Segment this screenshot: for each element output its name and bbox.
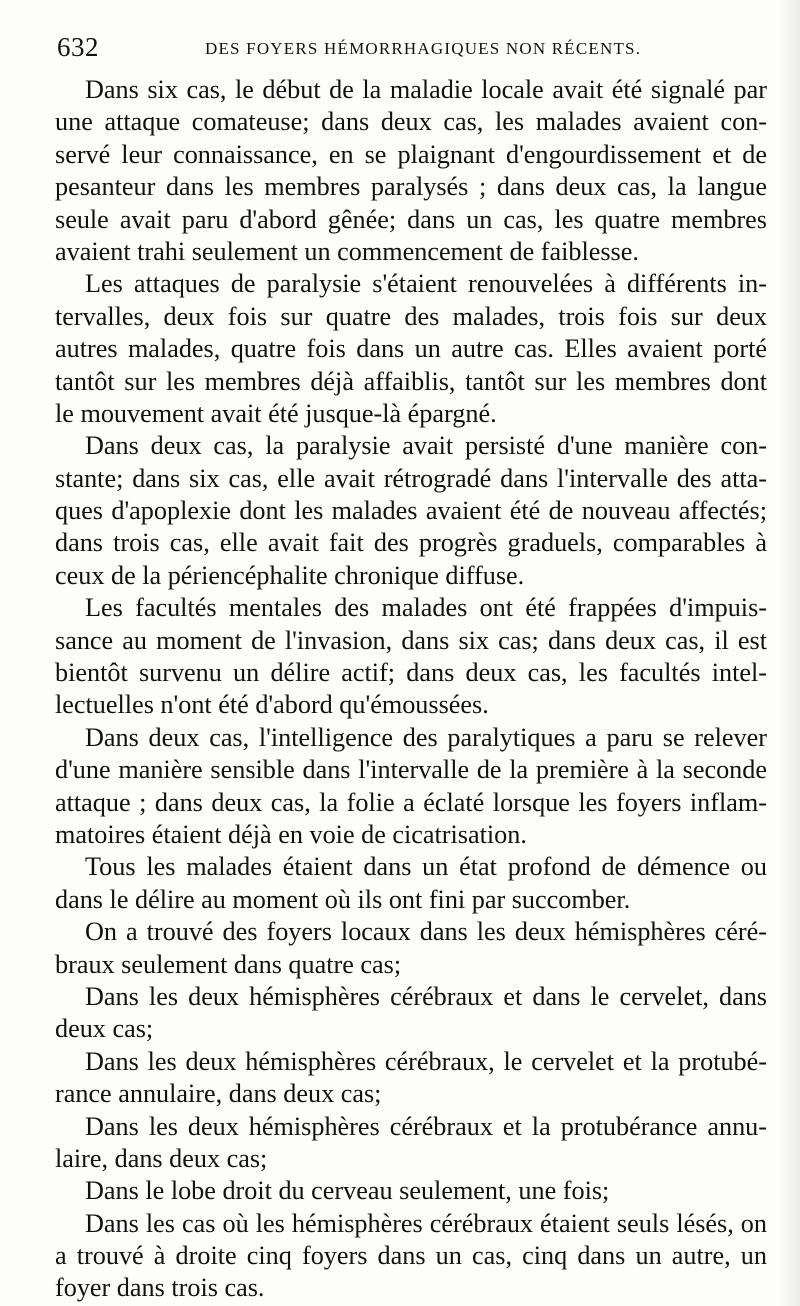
text-line: une attaque comateuse; dans deux cas, les malades avaient con- bbox=[55, 107, 767, 137]
text-line: Dans les cas où les hémisphères cérébraux étaient seuls lésés, on bbox=[85, 1208, 767, 1238]
text-line: dans trois cas, elle avait fait des progrès graduels, comparables à bbox=[55, 528, 767, 558]
text-line: Dans les deux hémisphères cérébraux et dans le cervelet, dans bbox=[85, 981, 767, 1011]
text-line: ques d'apoplexie dont les malades avaient été de nouveau affectés; bbox=[55, 496, 767, 526]
paragraph bbox=[55, 851, 767, 916]
text-line: avaient trahi seulement un commencement de faiblesse. bbox=[55, 236, 639, 266]
text-line: ceux de la périencéphalite chronique diffuse. bbox=[55, 560, 525, 590]
text-line: Dans les deux hémisphères cérébraux, le cervelet et la protubé- bbox=[85, 1046, 767, 1076]
paragraph bbox=[55, 74, 767, 268]
paragraph bbox=[55, 1111, 767, 1176]
text-line: a trouvé à droite cinq foyers dans un cas, cinq dans un autre, un bbox=[55, 1241, 767, 1271]
paragraph bbox=[55, 430, 767, 592]
text-line: stante; dans six cas, elle avait rétrogradé dans l'intervalle des atta- bbox=[55, 463, 767, 493]
page-header bbox=[57, 30, 757, 64]
text-line: braux seulement dans quatre cas; bbox=[55, 949, 402, 979]
text-line: laire, dans deux cas; bbox=[55, 1143, 268, 1173]
text-line: servé leur connaissance, en se plaignant d'engourdissement et de bbox=[55, 139, 767, 169]
text-line: lectuelles n'ont été d'abord qu'émoussées. bbox=[55, 690, 489, 720]
text-line: autres malades, quatre fois dans un autre cas. Elles avaient porté bbox=[55, 334, 767, 364]
running-head: DES FOYERS HÉMORRHAGIQUES NON RÉCENTS. bbox=[205, 39, 642, 58]
text-line: tervalles, deux fois sur quatre des malades, trois fois sur deux bbox=[55, 301, 767, 331]
text-line: On a trouvé des foyers locaux dans les deux hémisphères céré- bbox=[85, 917, 767, 947]
text-line: Dans six cas, le début de la maladie locale avait été signalé par bbox=[85, 75, 767, 104]
text-line: Les attaques de paralysie s'étaient renouvelées à différents in- bbox=[85, 269, 767, 299]
text-line: le mouvement avait été jusque-là épargné. bbox=[55, 398, 497, 428]
text-line: dans le délire au moment où ils ont fini par succomber. bbox=[55, 884, 631, 914]
text-line: matoires étaient déjà en voie de cicatrisation. bbox=[55, 819, 527, 849]
body-text bbox=[55, 74, 767, 1305]
paragraph bbox=[55, 1208, 767, 1305]
text-line: Dans les deux hémisphères cérébraux et la protubérance annu- bbox=[85, 1111, 767, 1141]
text-line: Tous les malades étaient dans un état profond de démence ou bbox=[85, 852, 767, 882]
paragraph bbox=[55, 981, 767, 1046]
text-line: tantôt sur les membres déjà affaiblis, tantôt sur les membres dont bbox=[55, 366, 767, 396]
text-line: d'une manière sensible dans l'intervalle de la première à la seconde bbox=[55, 755, 767, 785]
page-number: 632 bbox=[57, 32, 99, 62]
text-line: rance annulaire, dans deux cas; bbox=[55, 1079, 382, 1109]
text-line: Dans deux cas, l'intelligence des paralytiques a paru se relever bbox=[85, 722, 767, 752]
text-line: sance au moment de l'invasion, dans six cas; dans deux cas, il est bbox=[55, 625, 767, 655]
page-edge-shadow bbox=[778, 0, 800, 1306]
paragraph bbox=[55, 722, 767, 852]
text-line: Dans le lobe droit du cerveau seulement, une fois; bbox=[85, 1176, 610, 1206]
text-line: attaque ; dans deux cas, la folie a éclaté lorsque les foyers inflam- bbox=[55, 787, 767, 817]
text-line: foyer dans trois cas. bbox=[55, 1273, 265, 1303]
text-line: Dans deux cas, la paralysie avait persisté d'une manière con- bbox=[85, 431, 767, 461]
paragraph bbox=[55, 592, 767, 722]
text-line: seule avait paru d'abord gênée; dans un cas, les quatre membres bbox=[55, 204, 767, 234]
text-line: bientôt survenu un délire actif; dans deux cas, les facultés intel- bbox=[55, 658, 767, 688]
text-line: deux cas; bbox=[55, 1014, 154, 1044]
text-line: Les facultés mentales des malades ont été frappées d'impuis- bbox=[85, 593, 767, 623]
paragraph bbox=[55, 268, 767, 430]
paragraph bbox=[55, 1175, 767, 1207]
paragraph bbox=[55, 1046, 767, 1111]
text-line: pesanteur dans les membres paralysés ; dans deux cas, la langue bbox=[55, 172, 767, 202]
paragraph bbox=[55, 916, 767, 981]
